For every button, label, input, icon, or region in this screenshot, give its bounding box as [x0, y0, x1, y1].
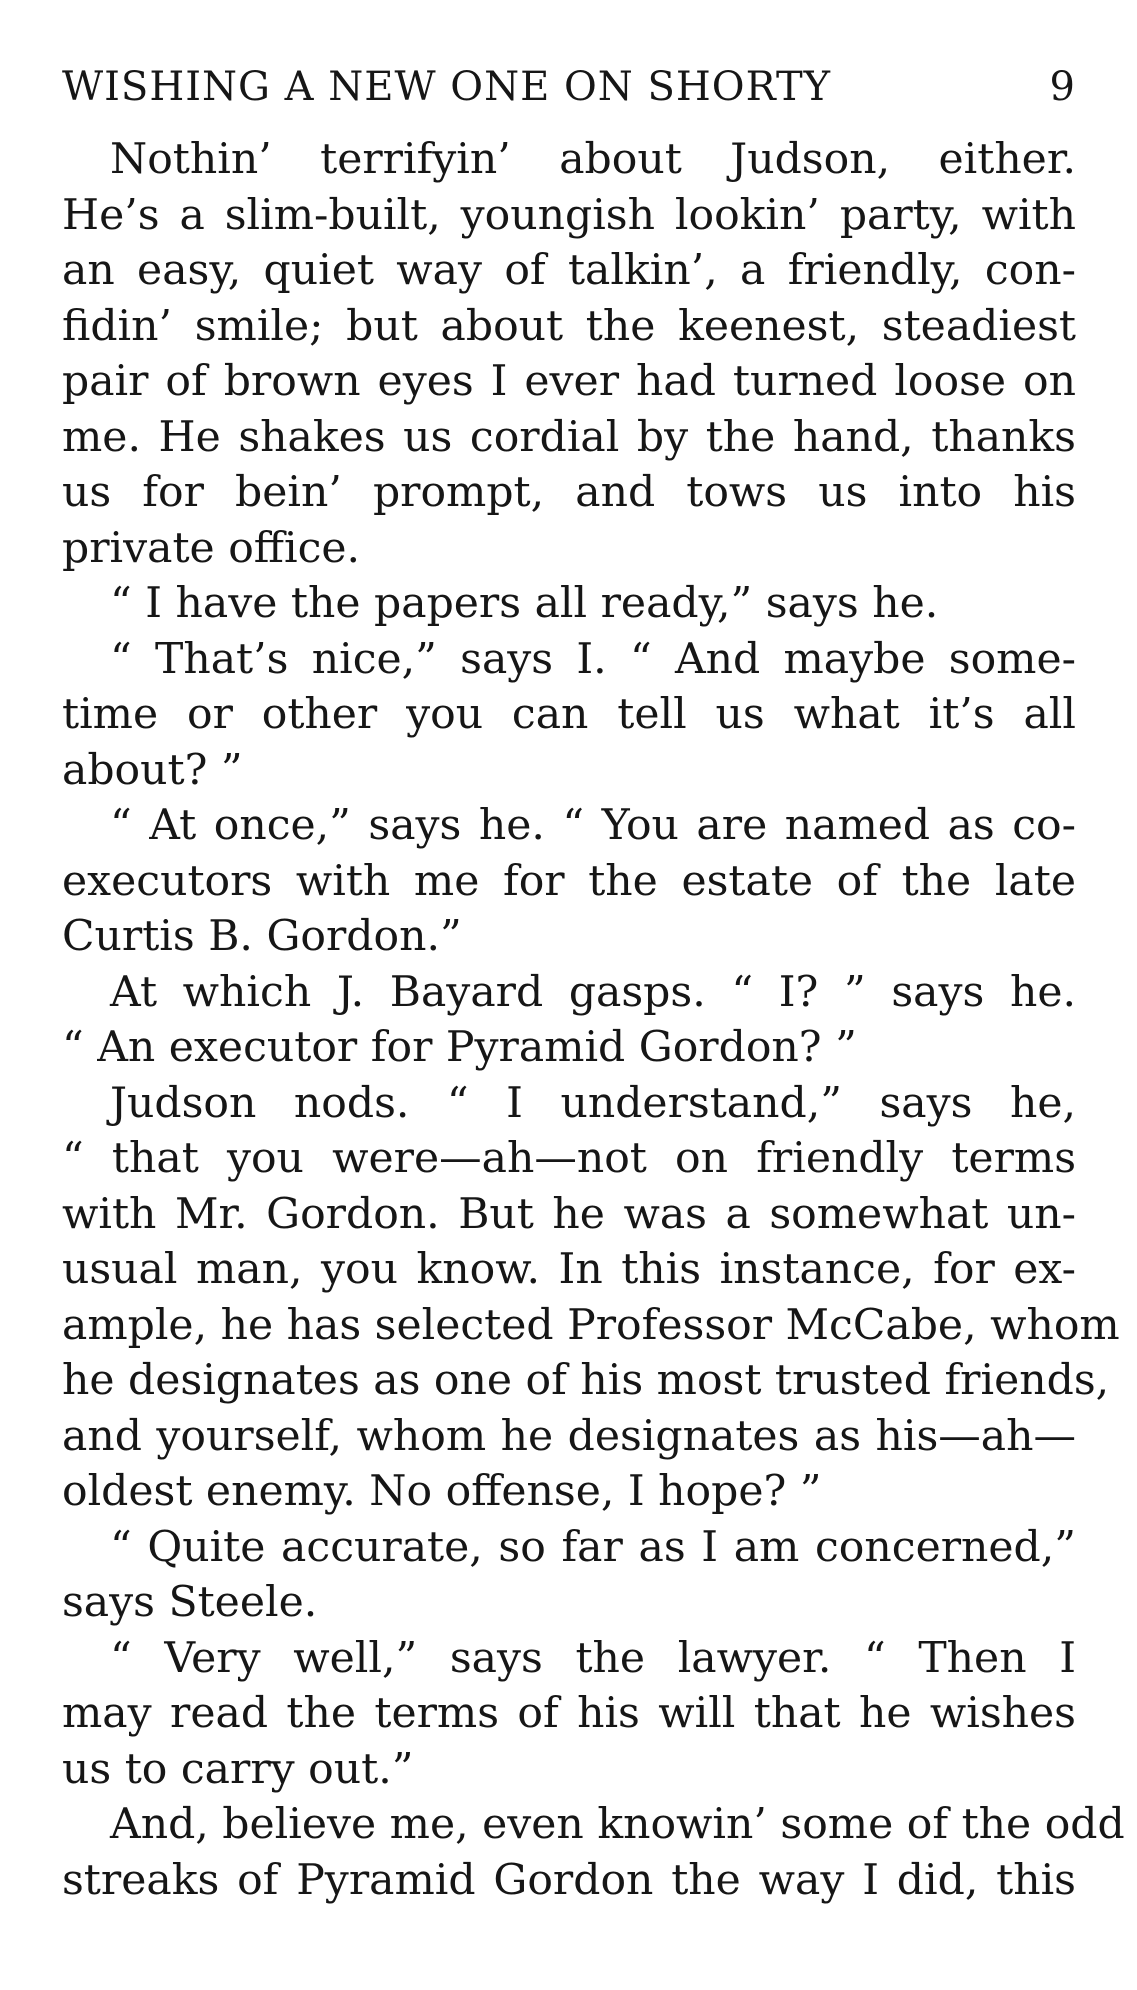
page-number: 9	[1049, 64, 1076, 110]
body-text	[62, 132, 1125, 1908]
text-line: “ Very well,” says the lawyer. “ Then I	[110, 1633, 1076, 1683]
text-line: At which J. Bayard gasps. “ I? ” says he.	[110, 967, 1076, 1017]
text-line: says Steele.	[62, 1578, 318, 1627]
text-line: with Mr. Gordon. But he was a somewhat un-	[62, 1189, 1076, 1239]
text-line: “ At once,” says he. “ You are named as co-	[110, 801, 1076, 850]
text-line: Judson nods. “ I understand,” says he,	[110, 1078, 1076, 1128]
text-line: private office.	[62, 523, 361, 573]
text-line: and yourself, whom he designates as his—ah—	[62, 1411, 1076, 1461]
text-line: And, believe me, even knowin’ some of the odd	[110, 1800, 1125, 1849]
text-line: he designates as one of his most trusted friends,	[62, 1356, 1110, 1405]
book-page	[62, 52, 1125, 1908]
text-line: us to carry out.”	[62, 1744, 414, 1794]
text-line: “ An executor for Pyramid Gordon? ”	[62, 1023, 857, 1072]
text-line: fidin’ smile; but about the keenest, steadiest	[62, 301, 1076, 351]
text-line: “ Quite accurate, so far as I am concerned,”	[110, 1522, 1076, 1572]
text-line: “ I have the papers all ready,” says he.	[110, 579, 939, 628]
running-title: WISHING A NEW ONE ON SHORTY	[62, 64, 832, 110]
text-line: pair of brown eyes I ever had turned loose on	[62, 357, 1076, 406]
text-line: He’s a slim-built, youngish lookin’ party, with	[62, 190, 1076, 240]
text-line: Nothin’ terrifyin’ about Judson, either.	[110, 135, 1076, 184]
text-line: streaks of Pyramid Gordon the way I did, this	[62, 1855, 1076, 1905]
text-line: me. He shakes us cordial by the hand, thanks	[62, 412, 1076, 462]
text-line: about? ”	[62, 745, 243, 795]
text-line: may read the terms of his will that he wishes	[62, 1689, 1076, 1738]
text-line: an easy, quiet way of talkin’, a friendly, con-	[62, 246, 1076, 295]
text-line: usual man, you know. In this instance, for ex-	[62, 1245, 1076, 1294]
text-line: ample, he has selected Professor McCabe, whom	[62, 1300, 1120, 1350]
text-line: “ That’s nice,” says I. “ And maybe some-	[110, 634, 1076, 684]
text-line: “ that you were—ah—not on friendly terms	[62, 1134, 1076, 1183]
text-line: oldest enemy. No offense, I hope? ”	[62, 1467, 822, 1516]
text-line: Curtis B. Gordon.”	[62, 912, 462, 961]
text-line: us for bein’ prompt, and tows us into his	[62, 468, 1076, 517]
text-line: executors with me for the estate of the late	[62, 856, 1076, 906]
text-line: time or other you can tell us what it’s all	[62, 690, 1076, 739]
running-head	[62, 52, 1076, 122]
